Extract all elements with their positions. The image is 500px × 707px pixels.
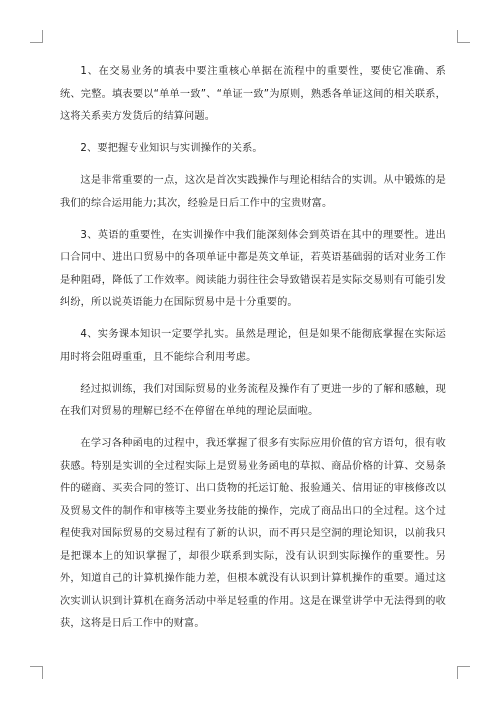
paragraph-2: 2、要把握专业知识与实训操作的关系。 <box>80 143 263 154</box>
document-body <box>60 61 446 645</box>
paragraph-4: 3、英语的重要性，在实训操作中我们能深刻体会到英语在其中的理要性。进出口合同中、进出口贸易中的各项单证中都是英文单证，若英语基础弱的话对业务工作是种阻碍，降低了工作效率。阅读能力弱往往会导致错误若是实际交易则有可能引发纠纷，所以说英语能力在国际贸易中是十分重要的。 <box>60 229 446 308</box>
corner-mark-bottom-right <box>457 666 470 679</box>
paragraph-6: 经过拟训练，我们对国际贸易的业务流程及操作有了更进一步的了解和感触，现在我们对贸易的理解已经不在停留在单纯的理论层面啦。 <box>60 383 446 417</box>
corner-mark-top-right <box>457 30 470 43</box>
paragraph-5: 4、实务课本知识一定要学扎实。虽然是理论，但是如果不能彻底掌握在实际运用时将会阻碍重重，且不能综合利用考虑。 <box>60 329 446 363</box>
corner-mark-bottom-left <box>30 666 43 679</box>
paragraph-1: 1、在交易业务的填表中要注重核心单据在流程中的重要性，要使它准确、系统、完整。填表要以“单单一致”、“单证一致”为原则，熟悉各单证这间的相关联系，这将关系卖方发货后的结算问题。 <box>60 66 446 122</box>
paragraph-7: 在学习各种函电的过程中，我还掌握了很多有实际应用价值的官方语句，很有收获感。特别是实训的全过程实际上是贸易业务函电的草拟、商品价格的计算、交易条件的磋商、买卖合同的签订、出口货物的托运订舱、报验通关、信用证的审核修改以及贸易文件的制作和审核等主要业务技能的操作，完成了商品出口的全过程。这个过程使我对国际贸易的交易过程有了新的认识，而不再只是空洞的理论知识，以前我只是把课本上的知识掌握了，却很少联系到实际，没有认识到实际操作的重要性。另外，知道自己的计算机操作能力差，但根本就没有认识到计算机操作的重要。通过这次实训认识到计算机在商务活动中举足轻重的作用。这是在课堂讲学中无法得到的收获，这将是日后工作中的财富。 <box>60 438 446 629</box>
paragraph-3: 这是非常重要的一点，这次是首次实践操作与理论相结合的实训。从中锻炼的是我们的综合运用能力;其次，经验是日后工作中的宝贵财富。 <box>60 175 446 209</box>
corner-mark-top-left <box>30 30 43 43</box>
